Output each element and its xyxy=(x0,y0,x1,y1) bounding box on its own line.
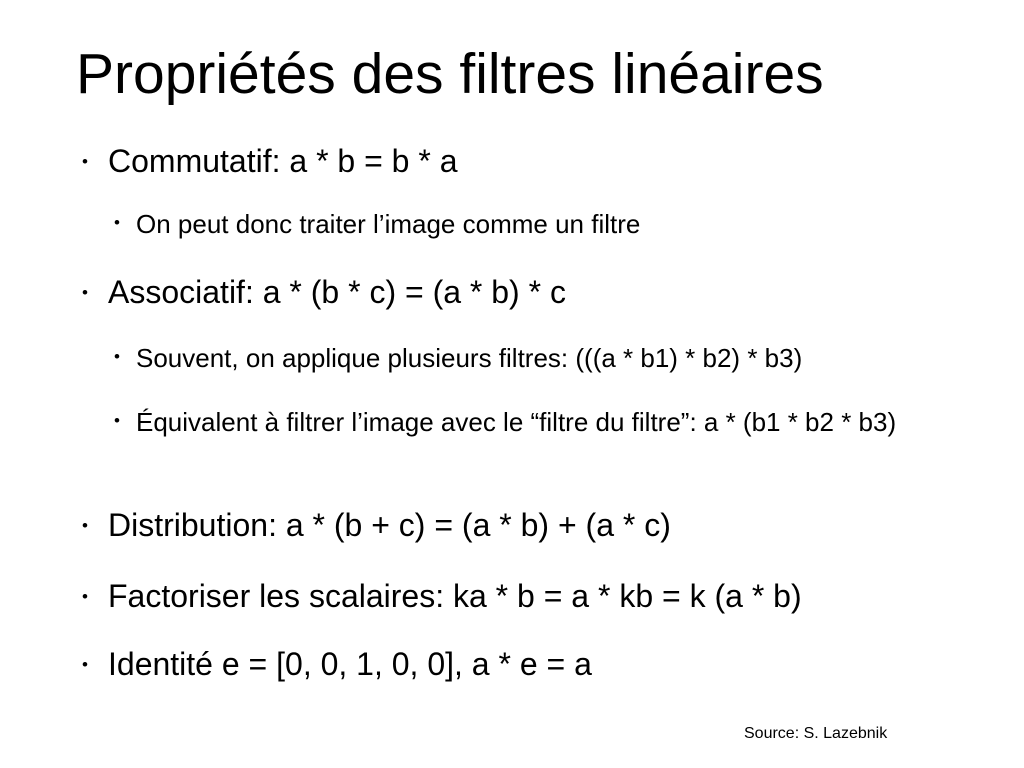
bullet-marker: • xyxy=(114,347,120,366)
bullet-text: Associatif: a * (b * c) = (a * b) * c xyxy=(108,274,566,310)
bullet-text: Identité e = [0, 0, 1, 0, 0], a * e = a xyxy=(108,646,592,682)
subbullet-image-filtre xyxy=(114,207,641,241)
bullet-marker: • xyxy=(82,587,88,606)
bullet-text: Factoriser les scalaires: ka * b = a * kb = k (a * b) xyxy=(108,578,802,614)
bullet-text: Équivalent à filtrer l’image avec le “filtre du filtre”: a * (b1 * b2 * b3) xyxy=(136,407,897,437)
bullet-text: Commutatif: a * b = b * a xyxy=(108,143,458,179)
bullet-text: On peut donc traiter l’image comme un filtre xyxy=(136,209,641,239)
slide-title: Propriétés des filtres linéaires xyxy=(76,42,824,106)
bullet-marker: • xyxy=(82,655,88,674)
source-credit: Source: S. Lazebnik xyxy=(744,725,888,742)
bullet-marker: • xyxy=(82,152,88,171)
bullet-factoriser xyxy=(82,577,802,615)
subbullet-plusieurs-filtres xyxy=(114,341,803,375)
bullet-text: Souvent, on applique plusieurs filtres: (((a * b1) * b2) * b3) xyxy=(136,343,803,373)
bullet-marker: • xyxy=(82,283,88,302)
bullet-marker: • xyxy=(114,213,120,232)
bullet-identite xyxy=(82,645,592,683)
bullet-marker: • xyxy=(82,516,88,535)
bullet-distribution xyxy=(82,506,671,544)
bullet-text: Distribution: a * (b + c) = (a * b) + (a * c) xyxy=(108,507,671,543)
subbullet-filtre-du-filtre xyxy=(114,405,926,439)
bullet-marker: • xyxy=(114,411,120,430)
bullet-associatif xyxy=(82,273,566,311)
bullet-commutatif xyxy=(82,142,458,180)
